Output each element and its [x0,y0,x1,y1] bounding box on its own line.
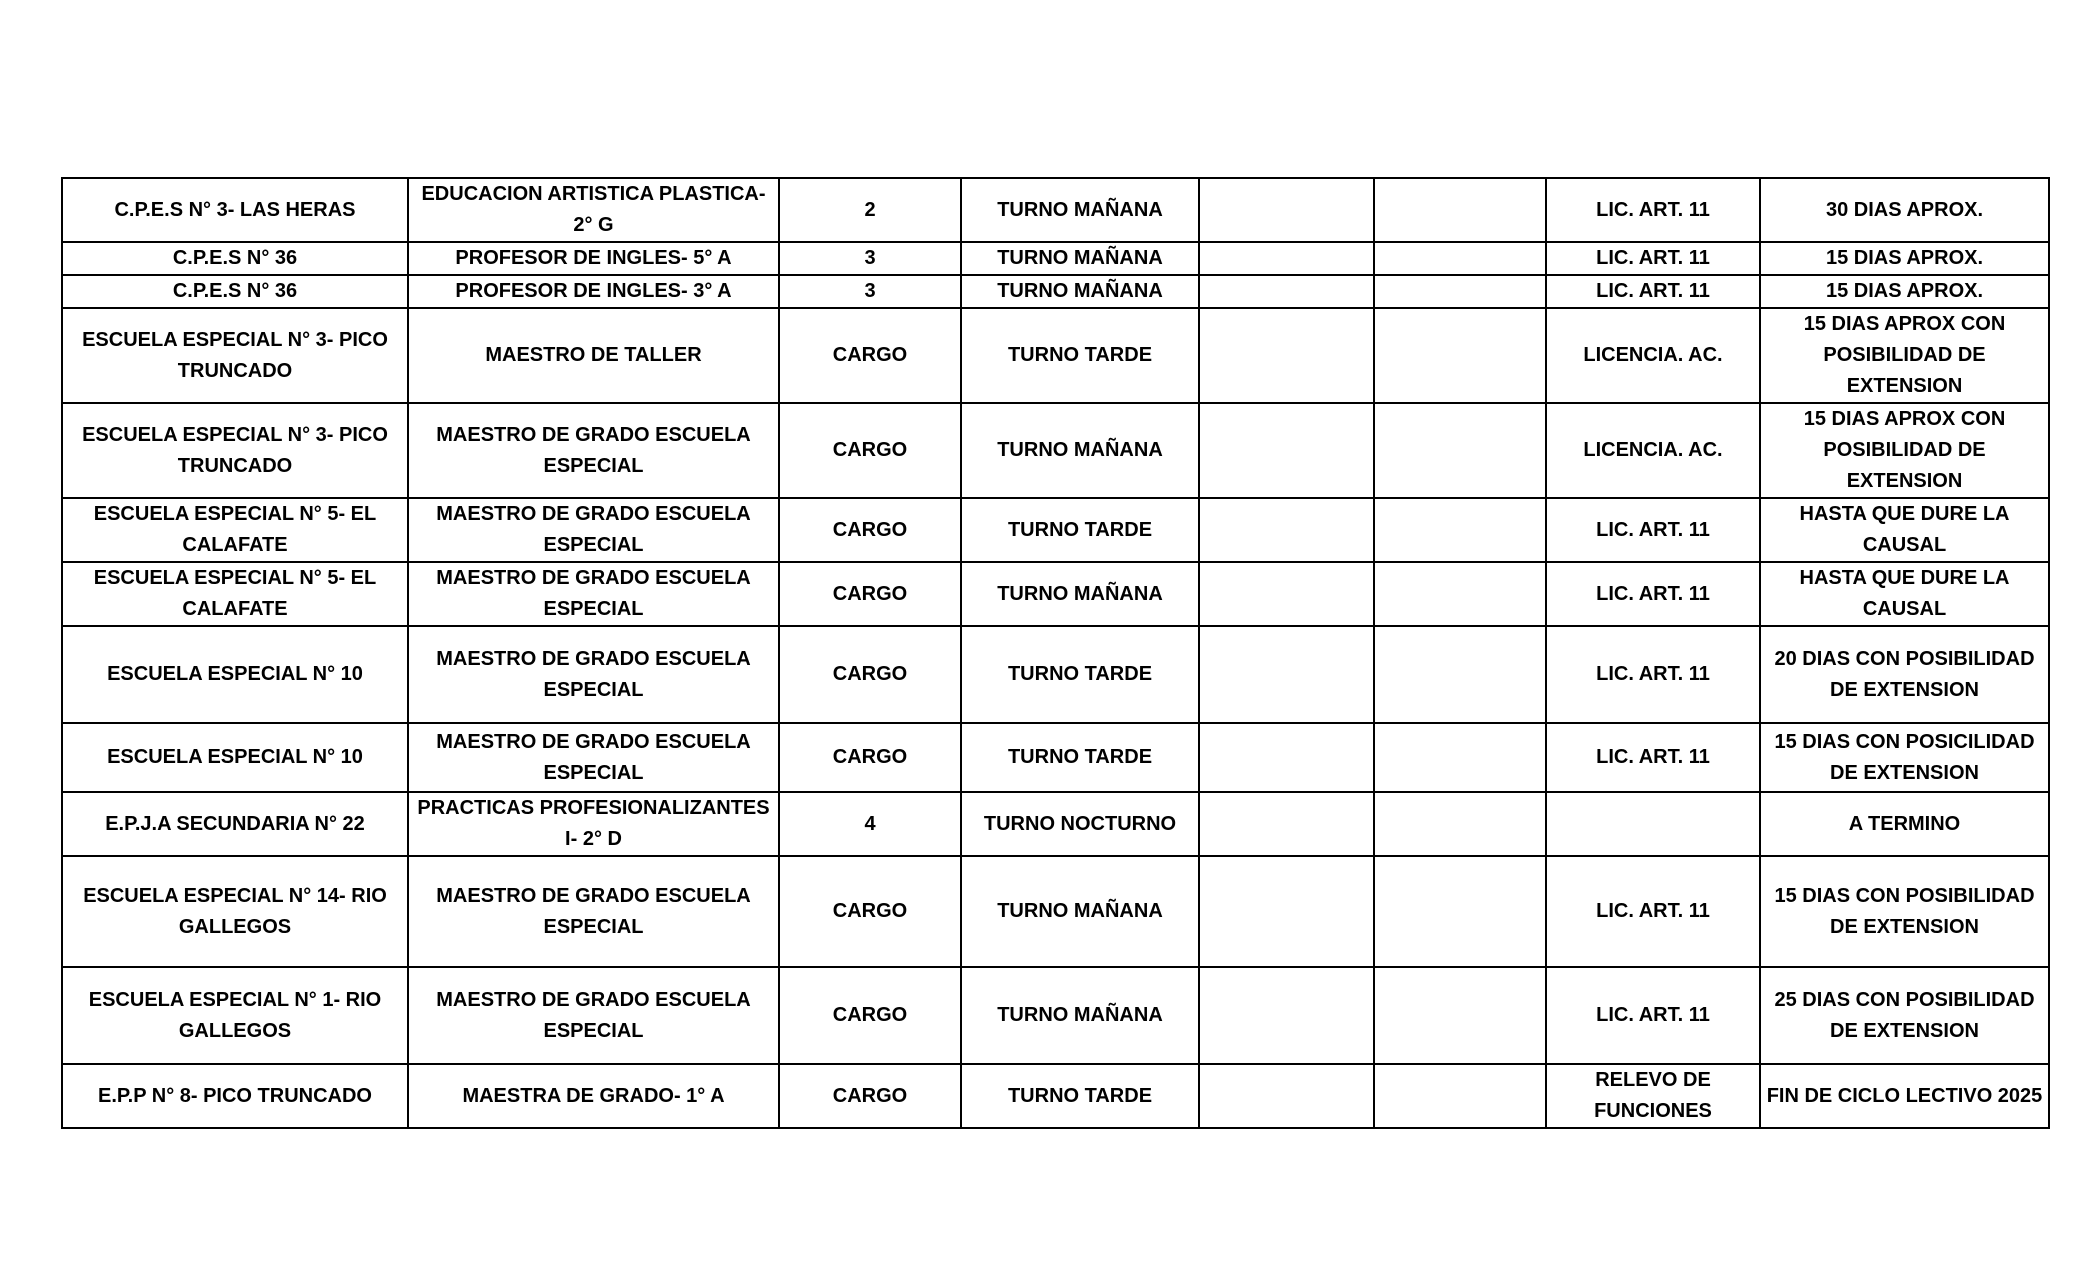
school-cell: C.P.E.S N° 36 [62,275,408,308]
empty-cell [1374,562,1546,626]
table-row [62,498,2049,562]
empty-cell [1374,275,1546,308]
table-row [62,1064,2049,1128]
school-cell: E.P.P N° 8- PICO TRUNCADO [62,1064,408,1128]
duration-cell: 15 DIAS CON POSICILIDAD DE EXTENSION [1760,723,2049,792]
reason-cell: LICENCIA. AC. [1546,308,1760,403]
empty-cell [1199,856,1374,967]
table-row [62,275,2049,308]
reason-cell: LIC. ART. 11 [1546,856,1760,967]
hours-cell: CARGO [779,498,961,562]
shift-cell: TURNO TARDE [961,308,1199,403]
school-cell: ESCUELA ESPECIAL N° 5- EL CALAFATE [62,498,408,562]
vacancy-table [61,177,2050,1129]
reason-cell: LIC. ART. 11 [1546,498,1760,562]
duration-cell: 15 DIAS APROX CON POSIBILIDAD DE EXTENSION [1760,403,2049,498]
school-cell: E.P.J.A SECUNDARIA N° 22 [62,792,408,856]
empty-cell [1374,178,1546,242]
reason-cell: LIC. ART. 11 [1546,178,1760,242]
shift-cell: TURNO TARDE [961,498,1199,562]
table-body [62,178,2049,1128]
hours-cell: CARGO [779,967,961,1064]
school-cell: ESCUELA ESPECIAL N° 5- EL CALAFATE [62,562,408,626]
duration-cell: HASTA QUE DURE LA CAUSAL [1760,498,2049,562]
reason-cell: LIC. ART. 11 [1546,562,1760,626]
empty-cell [1199,275,1374,308]
table-row [62,626,2049,723]
shift-cell: TURNO TARDE [961,723,1199,792]
empty-cell [1199,626,1374,723]
position-cell: EDUCACION ARTISTICA PLASTICA- 2° G [408,178,779,242]
duration-cell: 15 DIAS CON POSIBILIDAD DE EXTENSION [1760,856,2049,967]
duration-cell: 20 DIAS CON POSIBILIDAD DE EXTENSION [1760,626,2049,723]
empty-cell [1199,967,1374,1064]
reason-cell: LIC. ART. 11 [1546,723,1760,792]
duration-cell: A TERMINO [1760,792,2049,856]
school-cell: ESCUELA ESPECIAL N° 3- PICO TRUNCADO [62,403,408,498]
shift-cell: TURNO MAÑANA [961,967,1199,1064]
school-cell: C.P.E.S N° 36 [62,242,408,275]
reason-cell: LIC. ART. 11 [1546,967,1760,1064]
shift-cell: TURNO MAÑANA [961,856,1199,967]
school-cell: ESCUELA ESPECIAL N° 1- RIO GALLEGOS [62,967,408,1064]
table-row [62,308,2049,403]
empty-cell [1374,856,1546,967]
position-cell: PROFESOR DE INGLES- 3° A [408,275,779,308]
duration-cell: 15 DIAS APROX. [1760,275,2049,308]
duration-cell: 15 DIAS APROX CON POSIBILIDAD DE EXTENSION [1760,308,2049,403]
table-row [62,792,2049,856]
position-cell: MAESTRO DE GRADO ESCUELA ESPECIAL [408,562,779,626]
school-cell: ESCUELA ESPECIAL N° 10 [62,723,408,792]
position-cell: MAESTRO DE GRADO ESCUELA ESPECIAL [408,723,779,792]
table-row [62,242,2049,275]
empty-cell [1374,1064,1546,1128]
empty-cell [1199,242,1374,275]
shift-cell: TURNO MAÑANA [961,178,1199,242]
position-cell: PRACTICAS PROFESIONALIZANTES I- 2° D [408,792,779,856]
duration-cell: 30 DIAS APROX. [1760,178,2049,242]
reason-cell: LIC. ART. 11 [1546,275,1760,308]
empty-cell [1374,967,1546,1064]
hours-cell: CARGO [779,1064,961,1128]
empty-cell [1374,626,1546,723]
school-cell: ESCUELA ESPECIAL N° 14- RIO GALLEGOS [62,856,408,967]
hours-cell: CARGO [779,308,961,403]
empty-cell [1374,498,1546,562]
hours-cell: CARGO [779,856,961,967]
hours-cell: CARGO [779,723,961,792]
hours-cell: CARGO [779,562,961,626]
empty-cell [1374,792,1546,856]
hours-cell: 3 [779,275,961,308]
position-cell: MAESTRA DE GRADO- 1° A [408,1064,779,1128]
shift-cell: TURNO MAÑANA [961,562,1199,626]
empty-cell [1199,562,1374,626]
duration-cell: 15 DIAS APROX. [1760,242,2049,275]
table-row [62,723,2049,792]
duration-cell: FIN DE CICLO LECTIVO 2025 [1760,1064,2049,1128]
empty-cell [1199,178,1374,242]
position-cell: MAESTRO DE GRADO ESCUELA ESPECIAL [408,498,779,562]
reason-cell: RELEVO DE FUNCIONES [1546,1064,1760,1128]
shift-cell: TURNO TARDE [961,1064,1199,1128]
empty-cell [1199,792,1374,856]
position-cell: PROFESOR DE INGLES- 5° A [408,242,779,275]
empty-cell [1199,498,1374,562]
reason-cell [1546,792,1760,856]
hours-cell: CARGO [779,403,961,498]
empty-cell [1374,308,1546,403]
shift-cell: TURNO NOCTURNO [961,792,1199,856]
table-row [62,562,2049,626]
table-row [62,967,2049,1064]
shift-cell: TURNO MAÑANA [961,242,1199,275]
document-sheet [61,177,2048,1129]
hours-cell: CARGO [779,626,961,723]
duration-cell: HASTA QUE DURE LA CAUSAL [1760,562,2049,626]
shift-cell: TURNO MAÑANA [961,403,1199,498]
school-cell: ESCUELA ESPECIAL N° 10 [62,626,408,723]
empty-cell [1374,242,1546,275]
position-cell: MAESTRO DE GRADO ESCUELA ESPECIAL [408,626,779,723]
reason-cell: LIC. ART. 11 [1546,242,1760,275]
table-row [62,403,2049,498]
shift-cell: TURNO TARDE [961,626,1199,723]
school-cell: C.P.E.S N° 3- LAS HERAS [62,178,408,242]
position-cell: MAESTRO DE TALLER [408,308,779,403]
reason-cell: LIC. ART. 11 [1546,626,1760,723]
table-row [62,856,2049,967]
table-row [62,178,2049,242]
position-cell: MAESTRO DE GRADO ESCUELA ESPECIAL [408,856,779,967]
reason-cell: LICENCIA. AC. [1546,403,1760,498]
hours-cell: 2 [779,178,961,242]
empty-cell [1199,1064,1374,1128]
position-cell: MAESTRO DE GRADO ESCUELA ESPECIAL [408,403,779,498]
school-cell: ESCUELA ESPECIAL N° 3- PICO TRUNCADO [62,308,408,403]
empty-cell [1374,723,1546,792]
hours-cell: 4 [779,792,961,856]
shift-cell: TURNO MAÑANA [961,275,1199,308]
duration-cell: 25 DIAS CON POSIBILIDAD DE EXTENSION [1760,967,2049,1064]
empty-cell [1199,723,1374,792]
position-cell: MAESTRO DE GRADO ESCUELA ESPECIAL [408,967,779,1064]
empty-cell [1374,403,1546,498]
empty-cell [1199,308,1374,403]
empty-cell [1199,403,1374,498]
hours-cell: 3 [779,242,961,275]
